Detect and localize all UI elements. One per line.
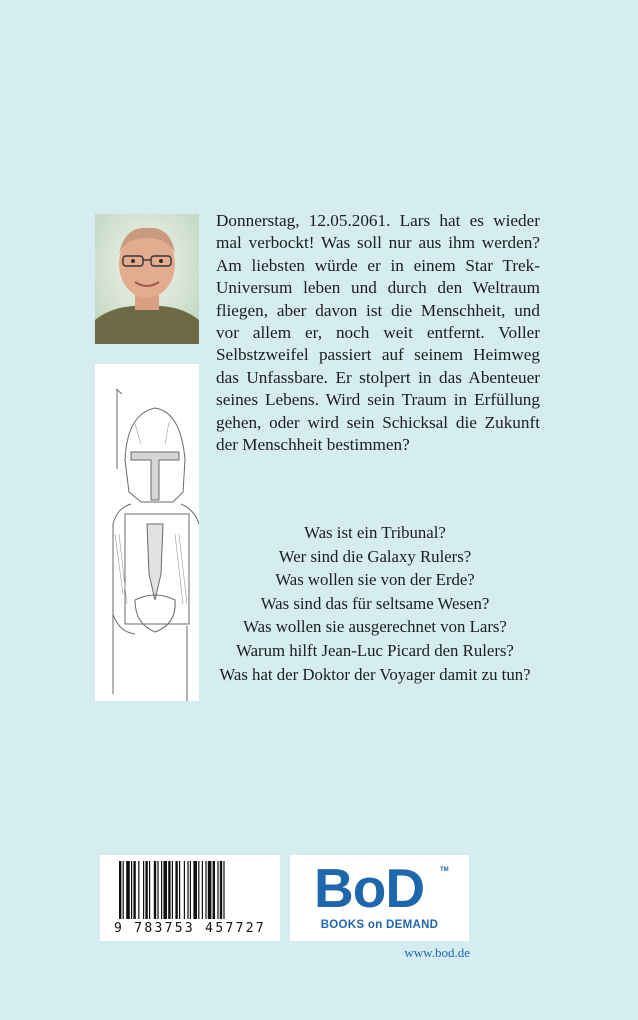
publisher-logo bbox=[290, 855, 469, 941]
barcode-bar bbox=[143, 861, 144, 919]
question-list bbox=[200, 521, 550, 686]
question-item: Was wollen sie ausgerechnet von Lars? bbox=[243, 617, 507, 637]
barcode-bar bbox=[198, 861, 199, 919]
barcode-bars bbox=[118, 861, 262, 921]
barcode-bar bbox=[138, 861, 139, 919]
bod-logo-text: BoD bbox=[314, 857, 425, 919]
barcode-bar bbox=[202, 861, 203, 919]
isbn-number: 9 783753 457727 bbox=[114, 921, 266, 936]
barcode-bar bbox=[184, 861, 185, 919]
question-item: Was sind das für seltsame Wesen? bbox=[260, 593, 490, 613]
barcode-bar bbox=[172, 861, 173, 919]
barcode-bar bbox=[193, 861, 197, 919]
book-blurb: Donnerstag, 12.05.2061. Lars hat es wieder mal verbockt! Was soll nur aus ihm werden?Am liebsten würde er in einem Star Trek-Universum leben und durch den Weltraum fliegen, aber davon ist die Menschheit, und vor allem er, noch weit entfernt. Voller Selbstzweifel passiert auf seinem Heimweg das Unfassbare. Er stolpert in das Abenteuer seines Lebens. Wird sein Traum in Erfüllung gehen, oder wird sein Schicksal die Zukunft der Menschheit bestimmen? bbox=[216, 211, 540, 455]
question-item: Was ist ein Tribunal? bbox=[304, 523, 446, 542]
barcode-bar bbox=[161, 861, 162, 919]
question-item: Was hat der Doktor der Voyager damit zu tun? bbox=[219, 664, 531, 684]
barcode-bar bbox=[213, 861, 215, 919]
barcode-bar bbox=[205, 861, 206, 919]
barcode-bar bbox=[157, 861, 158, 919]
barcode-bar bbox=[190, 861, 191, 919]
barcode-bar bbox=[149, 861, 150, 919]
barcode-bar bbox=[208, 861, 212, 919]
barcode-bar bbox=[175, 861, 177, 919]
barcode-bar bbox=[168, 861, 170, 919]
question-item: Was wollen sie von der Erde? bbox=[275, 570, 475, 590]
question-item: Wer sind die Galaxy Rulers? bbox=[278, 546, 472, 566]
publisher-url[interactable]: www.bod.de bbox=[404, 945, 470, 960]
trademark-mark: TM bbox=[440, 867, 449, 873]
barcode-bar bbox=[131, 861, 132, 919]
publisher-tagline: BOOKS on DEMAND bbox=[320, 919, 439, 931]
barcode bbox=[100, 855, 280, 941]
author-photo bbox=[95, 214, 199, 344]
barcode-bar bbox=[119, 861, 121, 919]
barcode-bar bbox=[220, 861, 222, 919]
barcode-bar bbox=[154, 861, 156, 919]
question-item: Warum hilft Jean-Luc Picard den Rulers? bbox=[236, 640, 514, 660]
barcode-bar bbox=[223, 861, 224, 919]
barcode-bar bbox=[126, 861, 130, 919]
barcode-bar bbox=[179, 861, 180, 919]
barcode-bar bbox=[123, 861, 124, 919]
barcode-bar bbox=[163, 861, 167, 919]
barcode-bar bbox=[133, 861, 135, 919]
barcode-bar bbox=[145, 861, 147, 919]
barcode-bar bbox=[187, 861, 188, 919]
helmet-sketch-illustration bbox=[95, 364, 199, 701]
barcode-bar bbox=[217, 861, 218, 919]
